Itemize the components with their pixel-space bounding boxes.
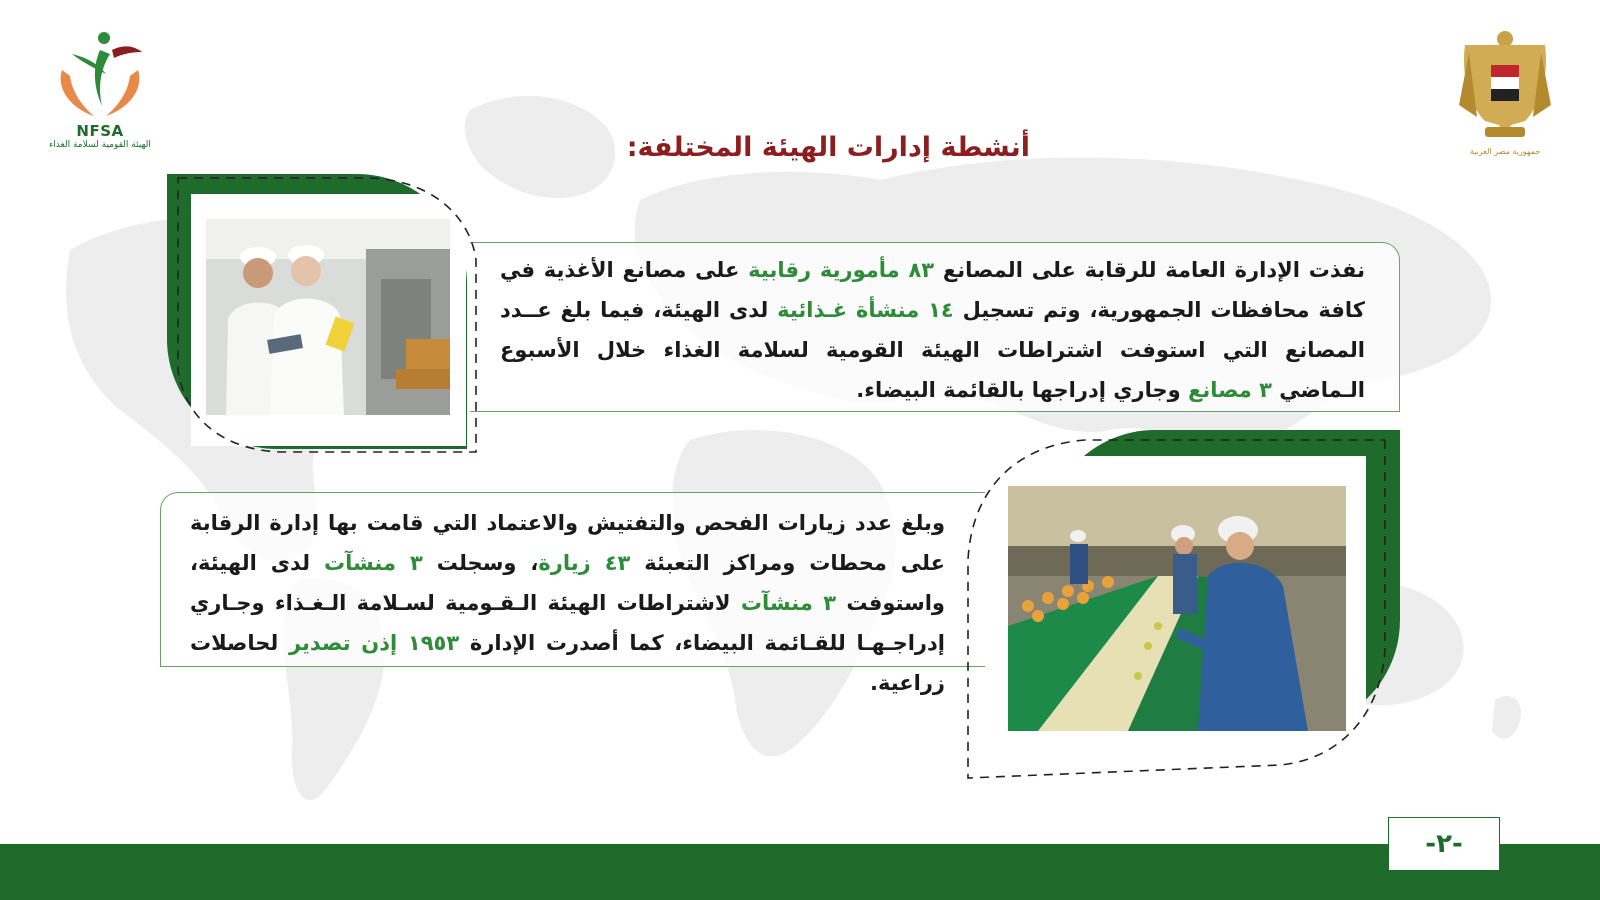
page-number: -٢-	[1425, 829, 1463, 859]
section-1-text-b: على مصانع الأغذية في كافة محافظات الجمهورية، وتم تسجيل	[500, 258, 1365, 322]
factory-inspectors-photo	[206, 219, 450, 415]
page-number-box	[1388, 817, 1500, 871]
highlight-missions: ٨٣ مأمورية رقابية	[748, 258, 935, 282]
nfsa-logo	[40, 28, 160, 158]
highlight-export-permits: ١٩٥٣ إذن تصدير	[288, 631, 460, 655]
logo-subtitle: الهيئة القومية لسلامة الغذاء	[49, 140, 151, 150]
section-2-text-b: ، وسجلت	[422, 551, 539, 575]
sorting-line-photo	[1008, 486, 1346, 731]
section-1-text-a: نفذت الإدارة العامة للرقابة على المصانع	[934, 258, 1365, 282]
emblem-caption: جمهورية مصر العربية	[1469, 147, 1541, 156]
footer-bar	[0, 844, 1600, 900]
eagle-icon	[1455, 25, 1555, 145]
page-title: أنشطة إدارات الهيئة المختلفة:	[626, 132, 1030, 163]
section-2-text-e: لحاصلات زراعية.	[190, 631, 945, 695]
section-2-paragraph	[190, 503, 945, 703]
section-1-paragraph	[500, 250, 1365, 410]
section-2-text-c: لدى الهيئة، واستوفت	[190, 551, 945, 615]
egypt-emblem	[1455, 25, 1555, 156]
section-1-text-c: لدى الهيئة، فيما بلغ عــدد المصانع التي استوفت اشتراطات الهيئة القومية لسلامة الغذاء خلال الأسبوع الـماضي	[500, 298, 1365, 402]
highlight-compliant-establishments: ٣ منشآت	[740, 591, 837, 615]
section-2-text-d: لاشتراطات الهيئة الـقـومية لسـلامة الـغـذاء وجـاري إدراجـهـا للقـائمة البيضاء، كما أصدرت الإدارة	[190, 591, 945, 655]
highlight-registered-facilities: ١٤ منشأة غـذائية	[777, 298, 954, 322]
highlight-factories: ٣ مصانع	[1187, 378, 1272, 402]
logo-name: NFSA	[76, 122, 124, 140]
highlight-visits: ٤٣ زيارة	[538, 551, 631, 575]
section-2-text-a: وبلغ عدد زيارات الفحص والتفتيش والاعتماد التي قامت بها إدارة الرقابة على محطات ومراكز التعبئة	[190, 511, 945, 575]
nfsa-hands-icon	[52, 28, 148, 120]
section-1-text-d: وجاري إدراجها بالقائمة البيضاء.	[856, 378, 1188, 402]
highlight-registered-establishments: ٣ منشآت	[324, 551, 423, 575]
